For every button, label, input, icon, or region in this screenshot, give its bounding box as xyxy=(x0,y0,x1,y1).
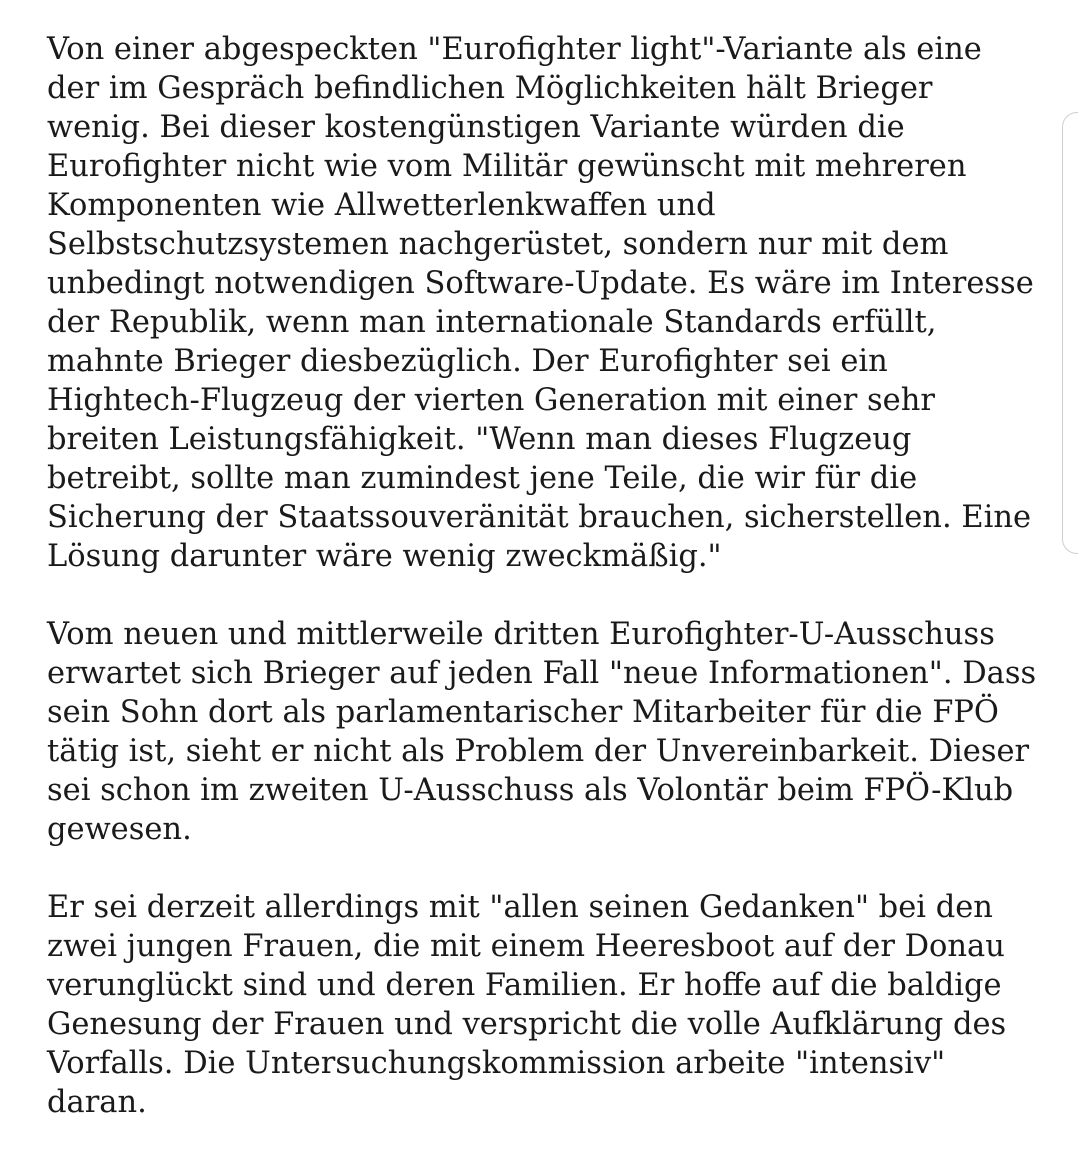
text-line: gewesen. xyxy=(47,812,192,847)
text-line: betreibt, sollte man zumindest jene Teile, die wir für die xyxy=(47,461,918,496)
text-line: Selbstschutzsystemen nachgerüstet, sondern nur mit dem xyxy=(47,227,949,262)
text-line: Von einer abgespeckten "Eurofighter light"-Variante als eine xyxy=(47,32,982,67)
text-line: sein Sohn dort als parlamentarischer Mitarbeiter für die FPÖ xyxy=(47,695,999,730)
text-line: Lösung darunter wäre wenig zweckmäßig." xyxy=(47,539,722,574)
text-line: Komponenten wie Allwetterlenkwaffen und xyxy=(47,188,716,223)
text-line: Hightech-Flugzeug der vierten Generation mit einer sehr xyxy=(47,383,935,418)
text-line: der im Gespräch befindlichen Möglichkeiten hält Brieger xyxy=(47,71,933,106)
scrollbar-handle[interactable] xyxy=(1062,112,1078,554)
text-line: Er sei derzeit allerdings mit "allen seinen Gedanken" bei den xyxy=(47,890,993,925)
article-body xyxy=(47,30,1047,1161)
text-line: Vom neuen und mittlerweile dritten Eurofighter-U-Ausschuss xyxy=(47,617,995,652)
text-line: Vorfalls. Die Untersuchungskommission arbeite "intensiv" xyxy=(47,1046,946,1081)
text-line: zwei jungen Frauen, die mit einem Heeresboot auf der Donau xyxy=(47,929,1005,964)
text-line: Genesung der Frauen und verspricht die volle Aufklärung des xyxy=(47,1007,1007,1042)
text-line: breiten Leistungsfähigkeit. "Wenn man dieses Flugzeug xyxy=(47,422,912,457)
text-line: tätig ist, sieht er nicht als Problem der Unvereinbarkeit. Dieser xyxy=(47,734,1030,769)
text-line: daran. xyxy=(47,1085,147,1120)
text-line: Eurofighter nicht wie vom Militär gewünscht mit mehreren xyxy=(47,149,967,184)
text-line: der Republik, wenn man internationale Standards erfüllt, xyxy=(47,305,937,340)
text-line: Sicherung der Staatssouveränität brauchen, sicherstellen. Eine xyxy=(47,500,1032,535)
text-line: sei schon im zweiten U-Ausschuss als Volontär beim FPÖ-Klub xyxy=(47,773,1014,808)
paragraph-u-ausschuss xyxy=(47,615,1047,849)
text-line: unbedingt notwendigen Software-Update. Es wäre im Interesse xyxy=(47,266,1034,301)
text-line: verunglückt sind und deren Familien. Er hoffe auf die baldige xyxy=(47,968,1002,1003)
text-line: wenig. Bei dieser kostengünstigen Variante würden die xyxy=(47,110,905,145)
paragraph-eurofighter-light xyxy=(47,30,1047,576)
text-line: erwartet sich Brieger auf jeden Fall "neue Informationen". Dass xyxy=(47,656,1037,691)
text-line: mahnte Brieger diesbezüglich. Der Eurofighter sei ein xyxy=(47,344,888,379)
paragraph-heeresboot xyxy=(47,888,1047,1122)
